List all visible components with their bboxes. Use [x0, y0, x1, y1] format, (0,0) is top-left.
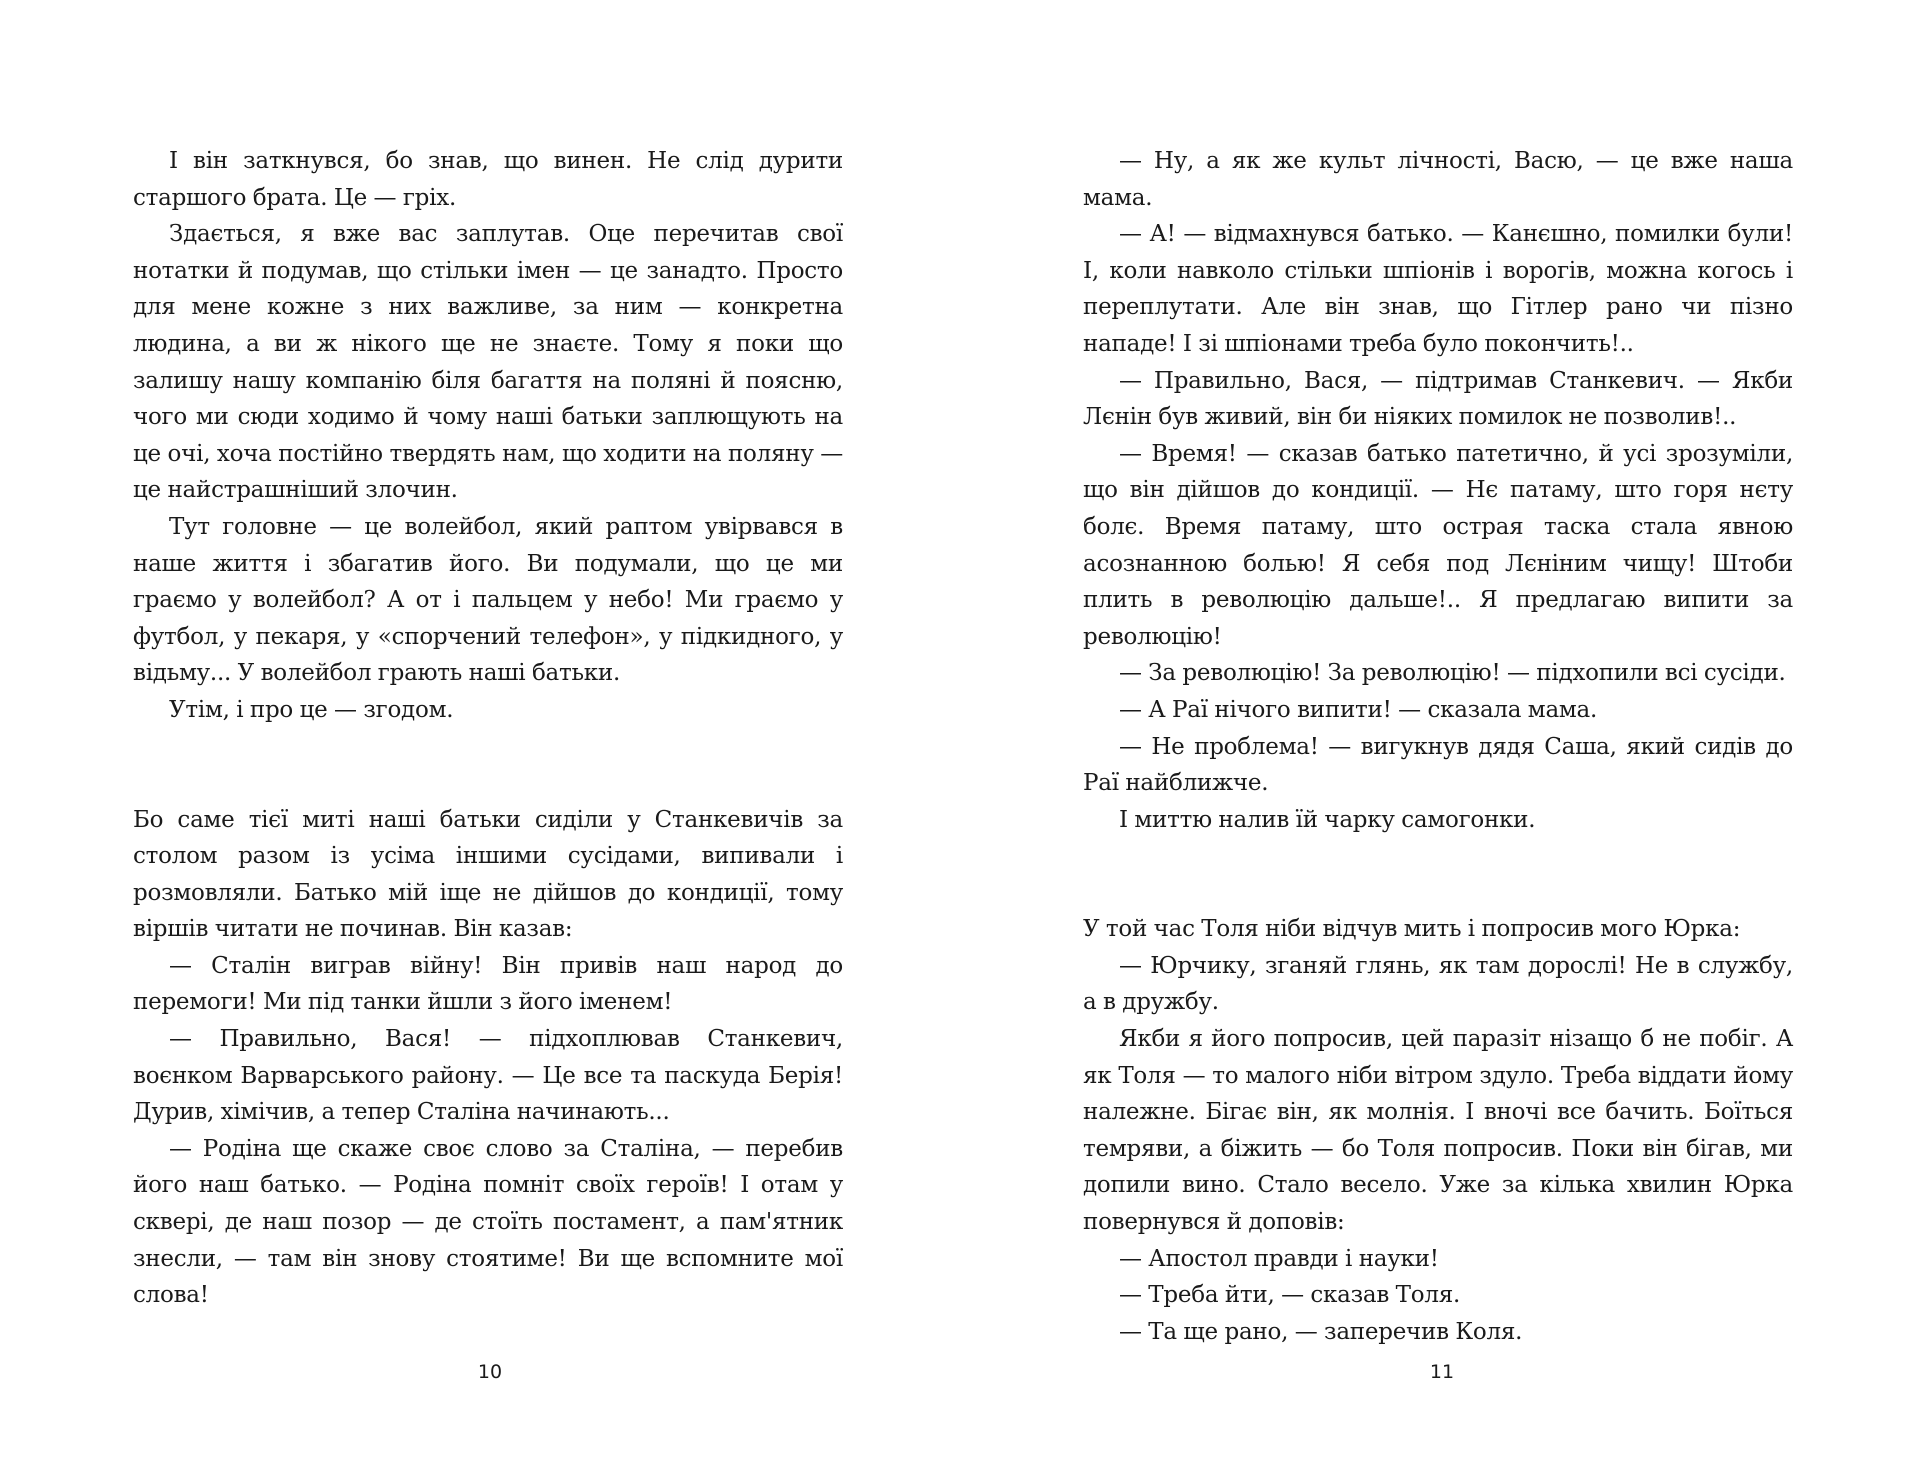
paragraph: — Сталін виграв війну! Він привів наш народ до перемоги! Ми під танки йшли з його іменем!: [133, 952, 843, 1016]
paragraph: — Время! — сказав батько патетично, й усі зрозуміли, що він дійшов до кондиції. — Нє патаму, што горя нєту болє. Время патаму, што острая таска стала явною асознанною болью! Я себя под Лєніним чищу! Штоби плить в революцію дальше!.. Я предлагаю випити за революцію!: [1083, 440, 1793, 650]
paragraph: — Правильно, Вася! — підхоплював Станкевич, воєнком Варварського району. — Це все та паскуда Берія! Дурив, хімічив, а тепер Сталіна начинають...: [133, 1026, 843, 1126]
paragraph: — За революцію! За революцію! — підхопили всі сусіди.: [1119, 660, 1786, 687]
paragraph: Тут головне — це волейбол, який раптом увірвався в наше життя і збагатив його. Ви подумали, що це ми граємо у волейбол? А от і пальцем у небо! Ми граємо у футбол, у пекаря, у «спорчений телефон», у підкидного, у відьму... У волейбол грають наші батьки.: [133, 513, 843, 687]
paragraph: І він заткнувся, бо знав, що винен. Не слід дурити старшого брата. Це — гріх.: [133, 148, 843, 211]
left-page: [133, 143, 843, 1314]
paragraph: — Правильно, Вася, — підтримав Станкевич. — Якби Лєнін був живий, він би ніяких помилок не позволив!..: [1083, 367, 1793, 431]
right-page: [1083, 143, 1793, 1350]
paragraph: — Юрчику, зганяй глянь, як там дорослі! Не в службу, а в дружбу.: [1083, 952, 1793, 1016]
page-number-left: 10: [477, 1361, 503, 1383]
paragraph: — А Раї нічого випити! — сказала мама.: [1119, 696, 1598, 723]
paragraph: Якби я його попросив, цей паразіт нізащо б не побіг. А як Толя — то малого ніби вітром здуло. Треба віддати йому належне. Бігає він, як молнія. І вночі все бачить. Боїться темряви, а біжить — бо Толя попросив. Поки він бігав, ми допили вино. Стало весело. Уже за кілька хвилин Юрка повернувся й доповів:: [1083, 1026, 1793, 1236]
paragraph: — Не проблема! — вигукнув дядя Саша, який сидів до Раї найближче.: [1083, 733, 1793, 797]
paragraph: У той час Толя ніби відчув мить і попросив мого Юрка:: [1083, 916, 1741, 943]
paragraph: — Родіна ще скаже своє слово за Сталіна, — перебив його наш батько. — Родіна помніт своїх героїв! І отам у сквері, де наш позор — де стоїть постамент, а пам'ятник знесли, — там він знову стоятиме! Ви ще вспомните мої слова!: [133, 1135, 843, 1309]
paragraph: Здається, я вже вас заплутав. Оце перечитав свої нотатки й подумав, що стільки імен — це занадто. Просто для мене кожне з них важливе, за ним — конкретна людина, а ви ж нікого ще не знаєте. Тому я поки що залишу нашу компанію біля багаття на поляні й поясню, чого ми сюди ходимо й чому наші батьки заплющують на це очі, хоча постійно твердять нам, що ходити на поляну — це найстрашніший злочин.: [133, 221, 843, 504]
paragraph: — Апостол правди і науки!: [1119, 1245, 1439, 1272]
paragraph: — Та ще рано, — заперечив Коля.: [1119, 1318, 1523, 1345]
page-number-right: 11: [1429, 1361, 1455, 1383]
paragraph: — А! — відмахнувся батько. — Канєшно, помилки були! І, коли навколо стільки шпіонів і ворогів, можна когось і переплутати. Але він знав, що Гітлер рано чи пізно нападе! І зі шпіонами треба було покончить!..: [1083, 221, 1793, 357]
paragraph: І миттю налив їй чарку самогонки.: [1119, 806, 1536, 833]
paragraph: — Ну, а як же культ лічності, Васю, — це вже наша мама.: [1083, 148, 1793, 211]
paragraph: — Треба йти, — сказав Толя.: [1119, 1282, 1461, 1309]
paragraph: Утім, і про це — згодом.: [169, 696, 454, 723]
paragraph: Бо саме тієї миті наші батьки сиділи у Станкевичів за столом разом із усіма іншими сусідами, випивали і розмовляли. Батько мій іще не дійшов до кондиції, тому віршів читати не починав. Він казав:: [133, 806, 843, 943]
